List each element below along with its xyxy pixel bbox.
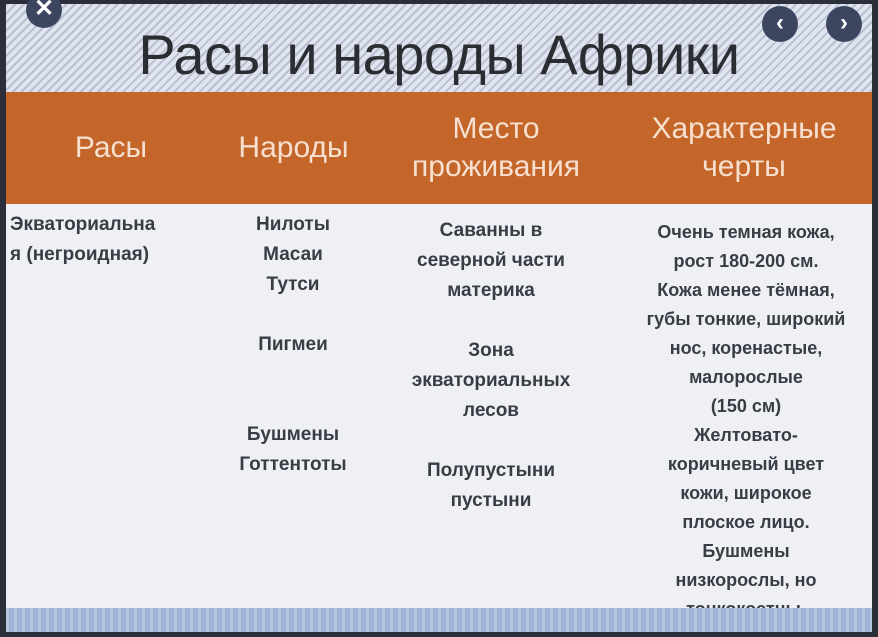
people-line — [218, 390, 368, 420]
place-line — [376, 426, 606, 456]
feature-line: кожи, широкое — [680, 483, 812, 503]
race-line: я (негроидная) — [10, 244, 150, 265]
people-line: Готтентоты — [239, 454, 347, 475]
place-line: материка — [447, 280, 535, 301]
slide-title: Расы и народы Африки — [138, 23, 740, 86]
header-races: Расы — [74, 131, 148, 164]
feature-line: Очень темная кожа, — [657, 222, 835, 242]
footer-band — [6, 608, 872, 632]
feature-line: низкорослы, но — [675, 570, 817, 590]
place-line: лесов — [463, 400, 519, 421]
people-line — [218, 360, 368, 390]
feature-line: (150 см) — [710, 396, 782, 416]
close-icon[interactable]: ✕ — [26, 0, 62, 28]
feature-line: рост 180-200 см. — [673, 251, 819, 271]
place-line: экваториальных — [411, 370, 571, 391]
feature-line: Бушмены — [702, 541, 790, 561]
header-features-text: Характерные черты — [651, 112, 837, 183]
column-races — [10, 210, 210, 614]
header-place-text: Место проживания — [412, 112, 580, 183]
header-features — [616, 92, 872, 204]
place-line: Саванны в — [439, 220, 543, 241]
race-line: Экваториальна — [10, 214, 156, 235]
feature-line: Кожа менее тёмная, — [657, 280, 835, 300]
column-peoples — [218, 210, 368, 614]
feature-line: плоское лицо. — [682, 512, 810, 532]
feature-line: Желтовато- — [694, 425, 798, 445]
people-line: Пигмеи — [258, 334, 328, 355]
people-line: Масаи — [263, 244, 323, 265]
table-header — [6, 92, 872, 204]
place-line — [376, 306, 606, 336]
header-peoples: Народы — [238, 131, 349, 164]
column-features — [622, 218, 870, 622]
header-place — [374, 92, 612, 204]
place-line: северной части — [417, 250, 565, 271]
people-line: Бушмены — [246, 424, 340, 445]
people-line — [218, 300, 368, 330]
feature-line: губы тонкие, широкий — [646, 309, 846, 329]
next-slide-icon[interactable]: › — [826, 6, 862, 42]
slide — [6, 4, 872, 632]
people-line: Тутси — [266, 274, 320, 295]
place-line: Зона — [468, 340, 514, 361]
place-line: Полупустыни — [427, 460, 555, 481]
people-line: Нилоты — [256, 214, 330, 235]
feature-line: нос, коренастые, — [669, 338, 823, 358]
table-body — [6, 204, 872, 608]
feature-line: малорослые — [689, 367, 803, 387]
column-place — [376, 216, 606, 620]
feature-line: коричневый цвет — [667, 454, 825, 474]
place-line: пустыни — [450, 490, 532, 511]
prev-slide-icon[interactable]: ‹ — [762, 6, 798, 42]
